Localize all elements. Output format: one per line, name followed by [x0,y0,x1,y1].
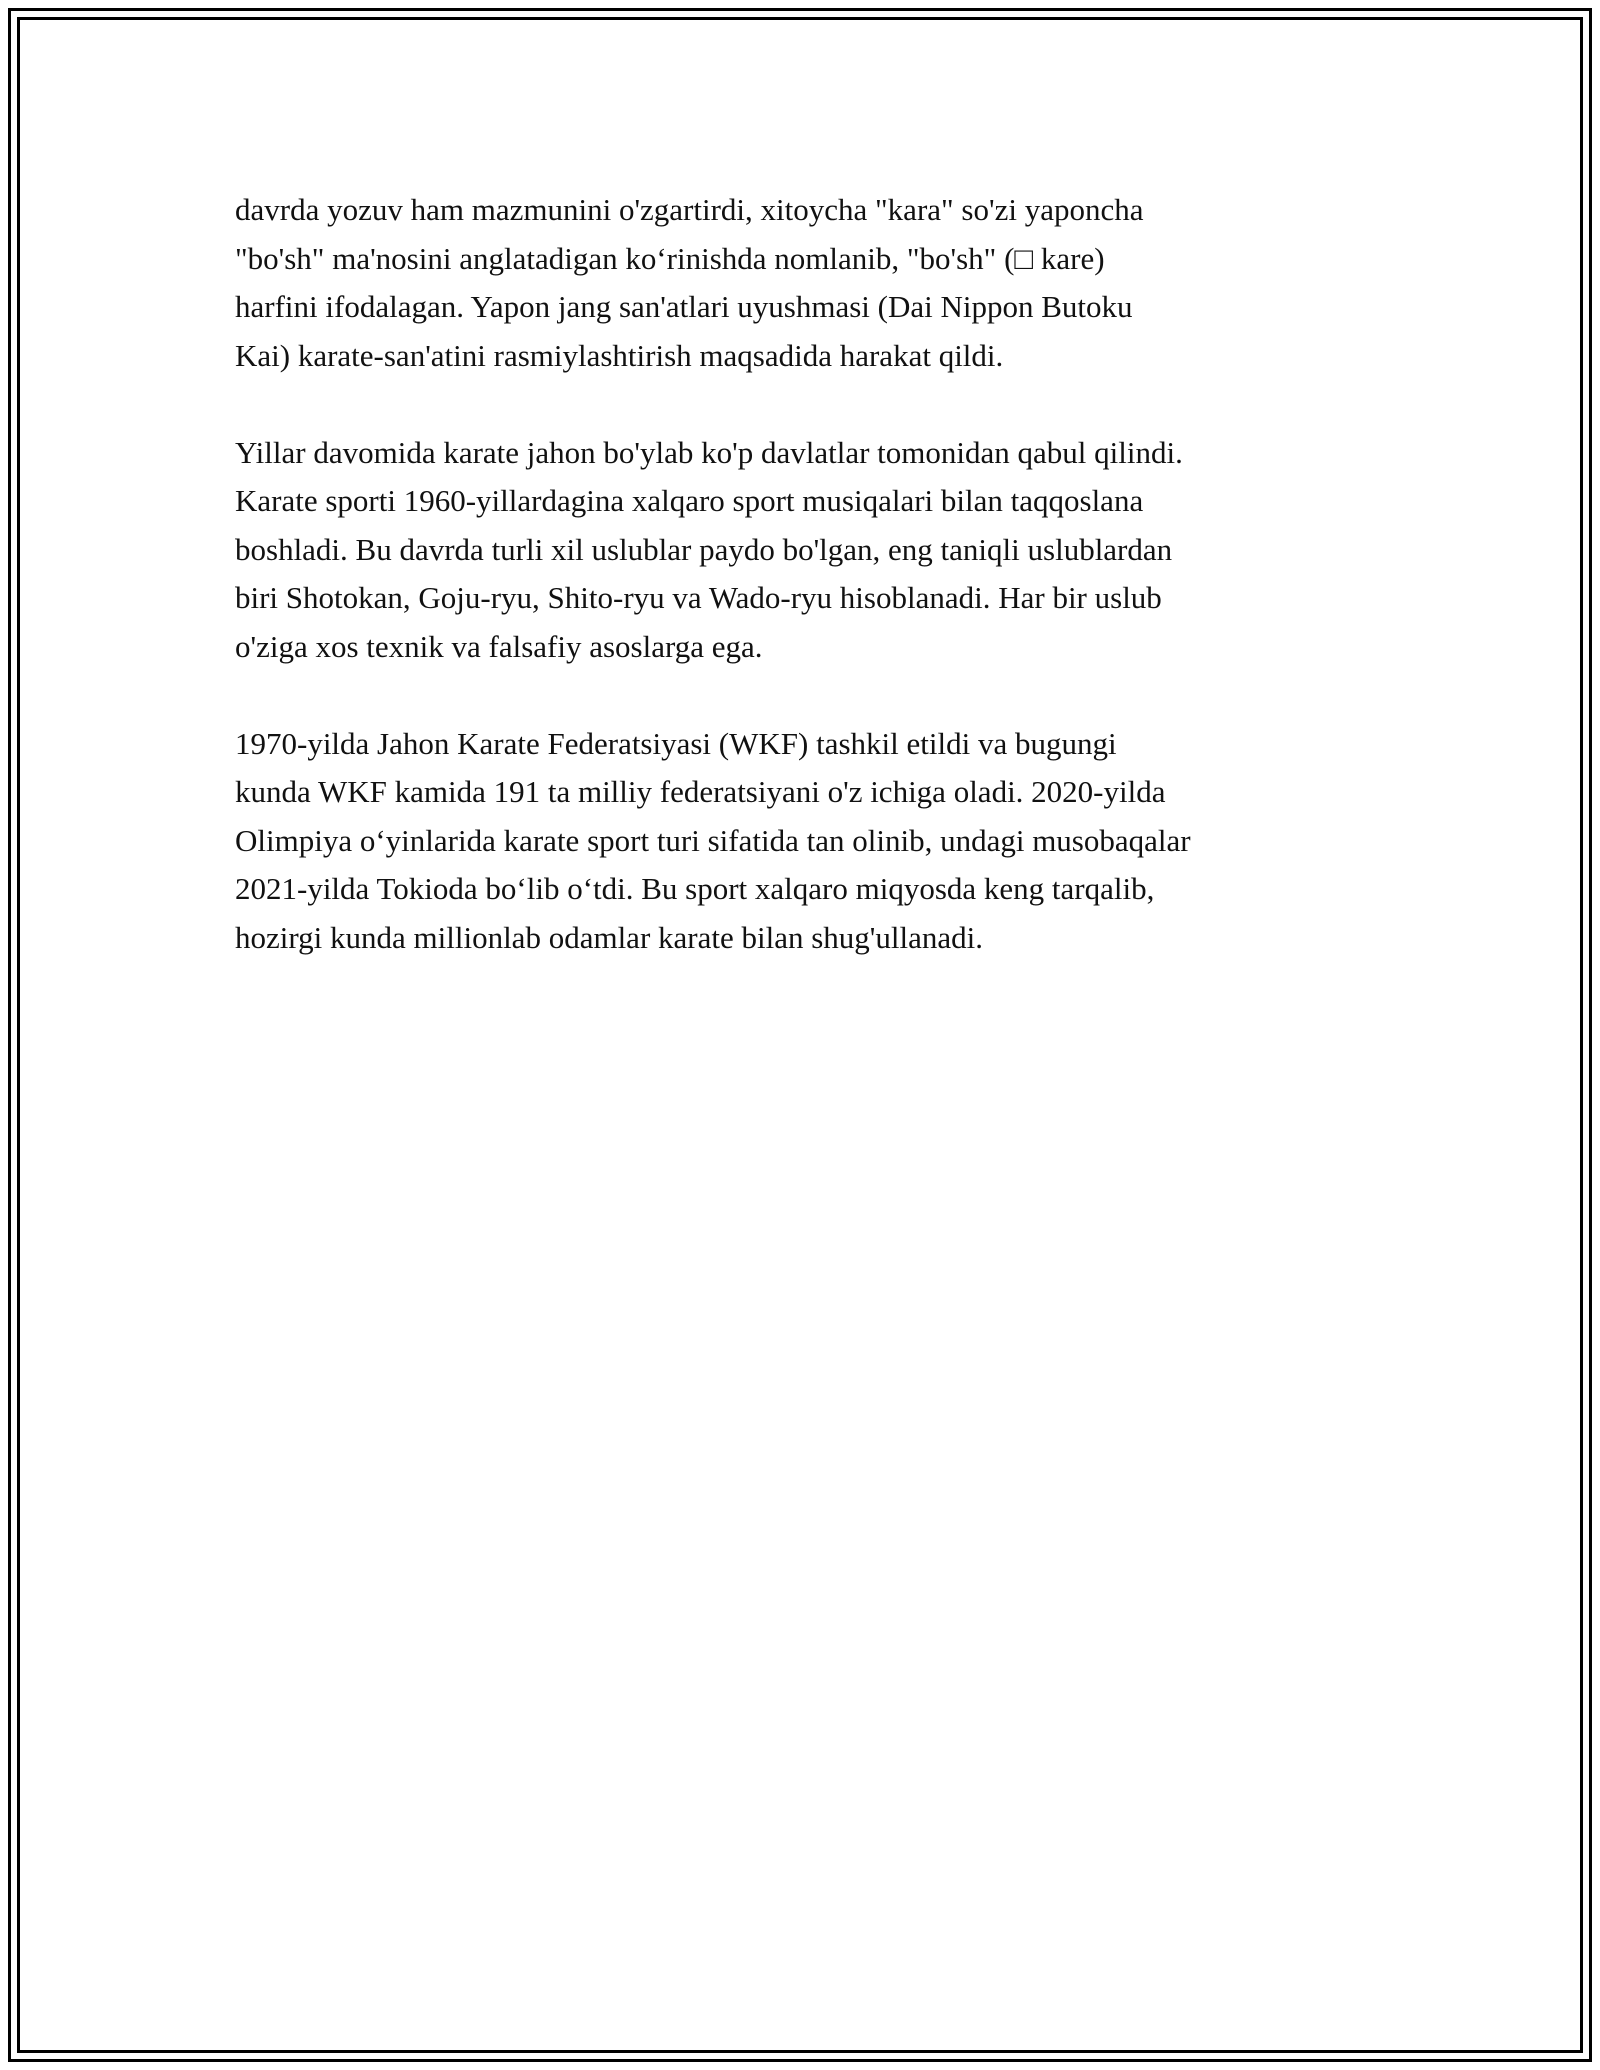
document-body [235,186,1370,1011]
paragraph-1 [235,186,1370,380]
text-line: Kai) karate-san'atini rasmiylashtirish maqsadida harakat qildi. [235,337,1004,373]
text-line: davrda yozuv ham mazmunini o'zgartirdi, xitoycha "kara" so'zi yaponcha [235,192,1144,227]
paragraph-3 [235,720,1370,963]
text-line: biri Shotokan, Goju-ryu, Shito-ryu va Wado-ryu hisoblanadi. Har bir uslub [235,580,1162,615]
text-line: Yillar davomida karate jahon bo'ylab ko'p davlatlar tomonidan qabul qilindi. [235,434,1183,470]
text-line: 1970-yilda Jahon Karate Federatsiyasi (WKF) tashkil etildi va bugungi [235,725,1117,761]
text-line: "bo'sh" ma'nosini anglatadigan ko‘rinishda nomlanib, "bo'sh" (□ kare) [235,240,1105,276]
text-line: hozirgi kunda millionlab odamlar karate bilan shug'ullanadi. [235,919,983,955]
text-line: boshladi. Bu davrda turli xil uslublar paydo bo'lgan, eng taniqli uslublardan [235,531,1173,567]
text-line: harfini ifodalagan. Yapon jang san'atlari uyushmasi (Dai Nippon Butoku [235,289,1133,324]
text-line: o'ziga xos texnik va falsafiy asoslarga ega. [235,628,763,664]
text-line: Karate sporti 1960-yillardagina xalqaro sport musiqalari bilan taqqoslana [235,483,1144,518]
text-line: kunda WKF kamida 191 ta milliy federatsiyani o'z ichiga oladi. 2020-yilda [235,774,1166,809]
text-line: Olimpiya o‘yinlarida karate sport turi sifatida tan olinib, undagi musobaqalar [235,822,1191,858]
paragraph-2 [235,429,1370,672]
text-line: 2021-yilda Tokioda bo‘lib o‘tdi. Bu sport xalqaro miqyosda keng tarqalib, [235,871,1155,906]
